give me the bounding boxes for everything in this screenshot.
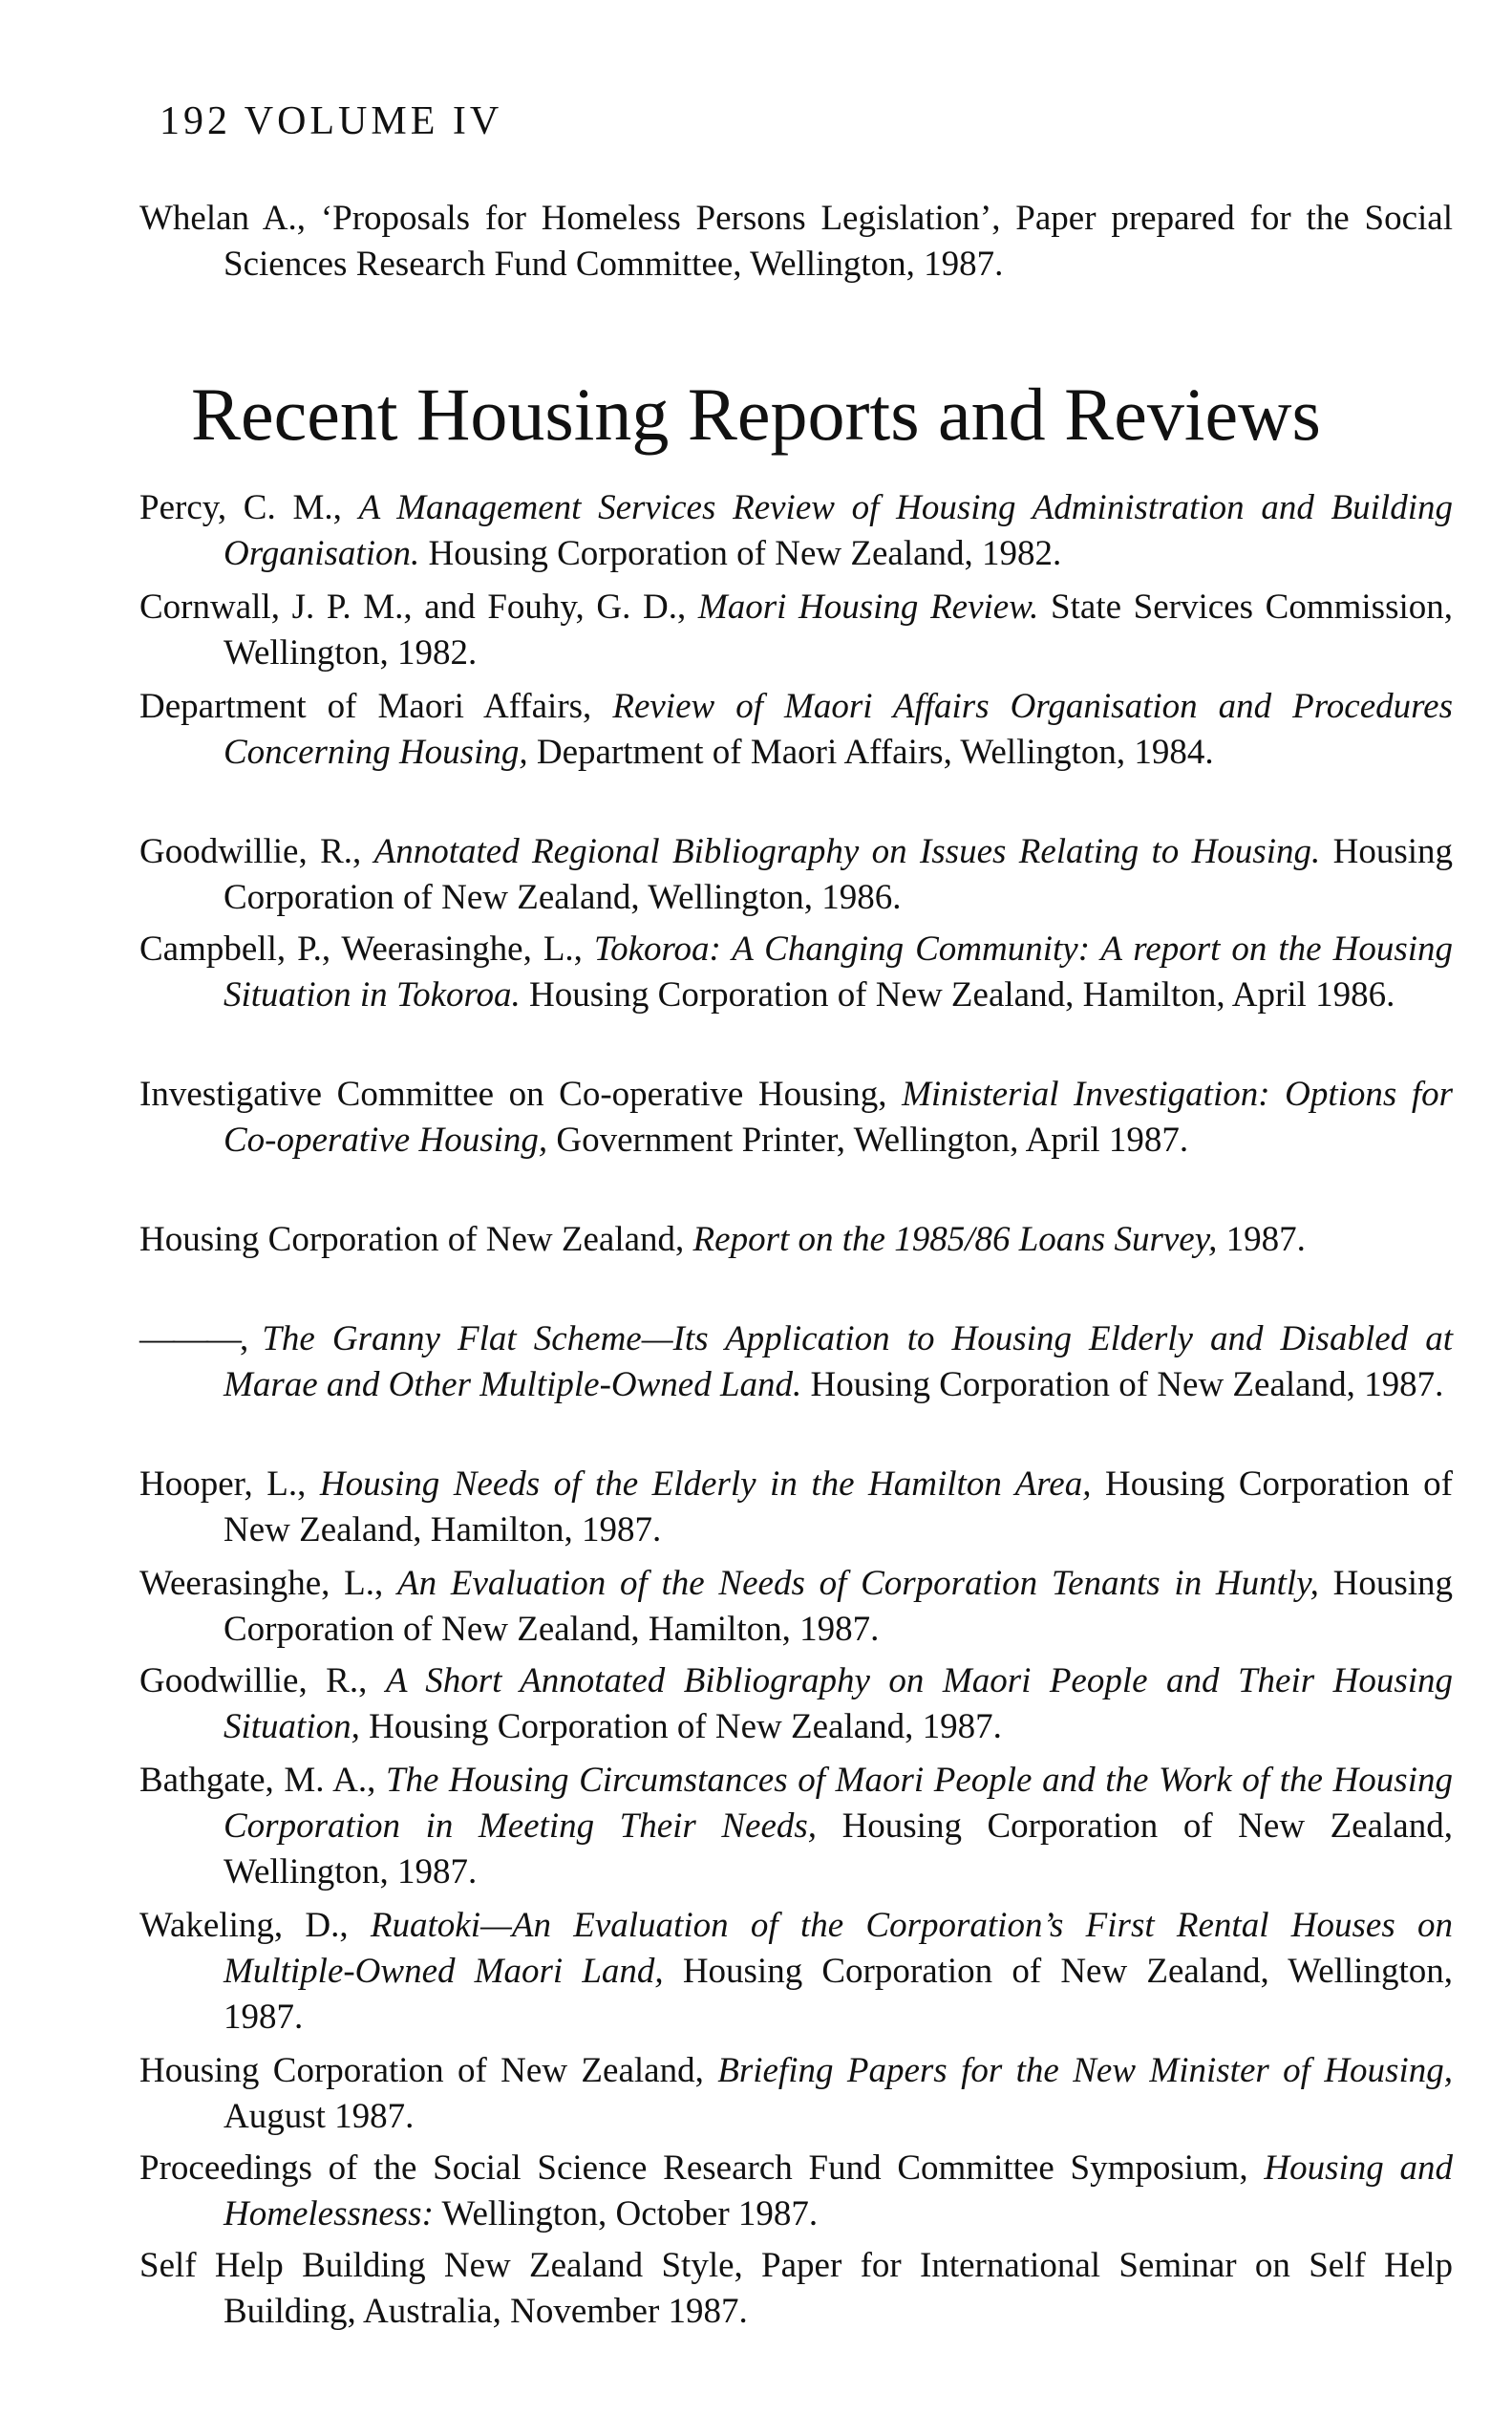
entry-publication: August 1987. [224,2097,415,2136]
entry-author: Self Help Building New Zealand Style, Paper for International Seminar on Self Help Building, Australia, November 1987. [139,2246,1453,2331]
entry-author: Percy, C. M., [139,488,359,527]
entry-title: Briefing Papers for the New Minister of Housing, [717,2051,1453,2090]
entry-publication: Housing Corporation of New Zealand, 1987. [801,1365,1444,1404]
bibliography-entry [139,1903,1453,2041]
running-head: 192 VOLUME IV [160,99,503,143]
entry-title: Maori Housing Review. [697,588,1039,627]
entry-publication: Housing Corporation of New Zealand, Wellington, 1986. [224,832,1453,917]
bibliography-entry [139,1561,1453,1653]
bibliography-entry [139,684,1453,776]
entry-publication: Housing Corporation of New Zealand, Wellington, 1987. [224,1952,1453,2037]
entry-author: Proceedings of the Social Science Research Fund Committee Symposium, [139,2148,1265,2188]
entry-publication: Housing Corporation of New Zealand, 1982. [419,534,1062,573]
entry-title: Housing Needs of the Elderly in the Hamilton Area, [319,1464,1092,1504]
entry-author: Cornwall, J. P. M., and Fouhy, G. D., [139,588,698,627]
entry-title: Review of Maori Affairs Organisation and Procedures Concerning Housing, [224,687,1454,772]
entry-title: The Housing Circumstances of Maori People and the Work of the Housing Corporation in Meeting Their Needs, [224,1761,1453,1846]
entry-author: Campbell, P., Weerasinghe, L., [139,930,594,969]
bibliography-entry [139,2048,1453,2140]
entry-publication: State Services Commission, Wellington, 1982. [224,588,1453,673]
bibliography-entry [139,927,1453,1018]
entry-publication: 1987. [1217,1220,1306,1259]
entry-author: Goodwillie, R., [139,832,374,871]
entry-title: Ruatoki—An Evaluation of the Corporation’s First Rental Houses on Multiple-Owned Maori Land, [224,1906,1453,1991]
entry-title: Ministerial Investigation: Options for Co-operative Housing, [224,1075,1454,1160]
entry-author: Housing Corporation of New Zealand, [139,2051,718,2090]
entry-title: Report on the 1985/86 Loans Survey, [692,1220,1218,1259]
entry-publication: Government Printer, Wellington, April 1987. [547,1121,1189,1160]
bibliography-entry [139,829,1453,921]
bibliography-entry [139,485,1453,577]
entry-title: An Evaluation of the Needs of Corporation Tenants in Huntly, [397,1564,1319,1603]
entry-publication: Department of Maori Affairs, Wellington, 1984. [527,733,1214,772]
bibliography-entry [139,2146,1453,2237]
entry-author: Weerasinghe, L., [139,1564,397,1603]
entry-title: A Short Annotated Bibliography on Maori People and Their Housing Situation, [224,1661,1453,1746]
entry-title: A Management Services Review of Housing Administration and Building Organisation. [224,488,1453,573]
section-title: Recent Housing Reports and Reviews [191,373,1321,456]
entry-author: Department of Maori Affairs, [139,687,613,726]
bibliography-entry [139,2243,1453,2335]
bibliography-entry [139,1316,1453,1408]
bibliography-entry [139,585,1453,676]
entry-publication: Housing Corporation of New Zealand, Hamilton, 1987. [224,1564,1454,1649]
entry-author: Investigative Committee on Co-operative Housing, [139,1075,903,1114]
entry-publication: Housing Corporation of New Zealand, Wellington, 1987. [224,1806,1453,1891]
bibliography-entry-whelan: Whelan A., ‘Proposals for Homeless Persons Legislation’, Paper prepared for the Social Sciences Research Fund Committee, Wellington, 1987. [139,199,1453,284]
entry-publication: Housing Corporation of New Zealand, Hamilton, April 1986. [520,975,1395,1015]
bibliography-entry [139,1462,1453,1553]
entry-author-repeat-dash: ———, [139,1319,263,1358]
entry-publication: Housing Corporation of New Zealand, Hamilton, 1987. [224,1464,1453,1549]
entry-author: Goodwillie, R., [139,1661,386,1700]
entry-title: Annotated Regional Bibliography on Issues Relating to Housing. [373,832,1321,871]
entry-publication: Housing Corporation of New Zealand, 1987. [359,1707,1002,1746]
bibliography-entry [139,1658,1453,1750]
bibliography-entry [139,1758,1453,1895]
entry-author: Bathgate, M. A., [139,1761,386,1800]
bibliography-entry [139,1217,1453,1263]
entry-author: Wakeling, D., [139,1906,371,1945]
entry-title: The Granny Flat Scheme—Its Application to Housing Elderly and Disabled at Marae and Other Multiple-Owned Land. [224,1319,1454,1404]
entry-title: Housing and Homelessness: [224,2148,1453,2233]
bibliography-entry [139,1072,1453,1164]
entry-publication: Wellington, October 1987. [433,2194,819,2233]
entry-author: Housing Corporation of New Zealand, [139,1220,693,1259]
entry-author: Hooper, L., [139,1464,320,1504]
entry-title: Tokoroa: A Changing Community: A report on the Housing Situation in Tokoroa. [224,930,1453,1015]
